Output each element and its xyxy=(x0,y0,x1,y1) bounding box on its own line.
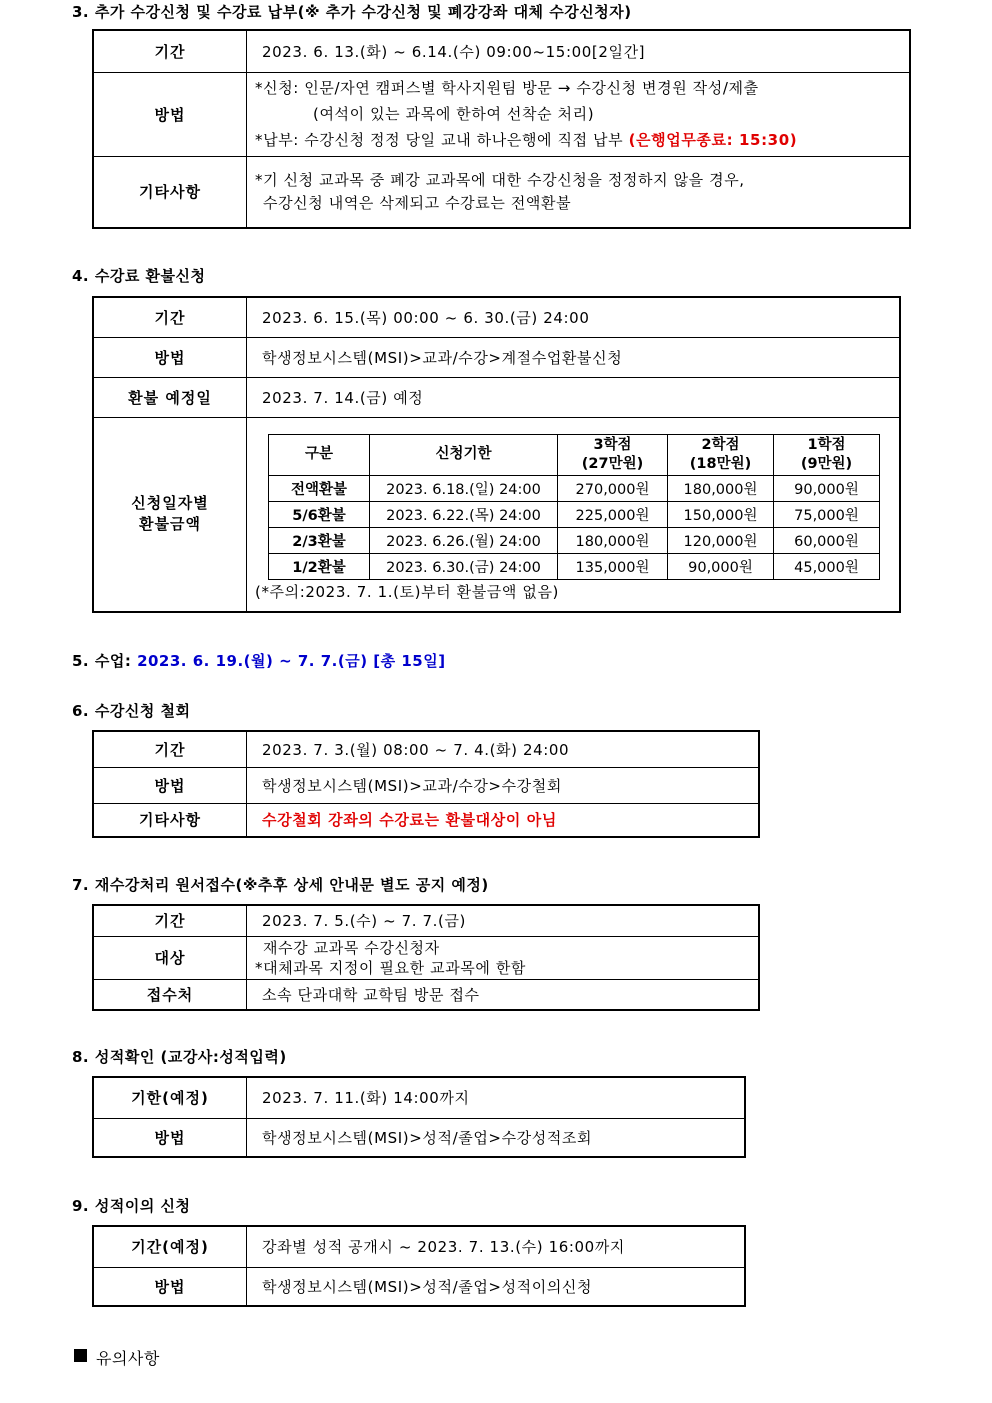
table-cell: 90,000원 xyxy=(668,553,774,579)
section-7-table xyxy=(92,904,760,1011)
class-period: 2023. 6. 19.(월) ~ 7. 7.(금) [총 15일] xyxy=(137,652,446,670)
refund-date-label: 환불 예정일 xyxy=(93,377,247,417)
method-line: (여석이 있는 과목에 한하여 선착순 처리) xyxy=(313,105,595,123)
refund-schedule-cell xyxy=(247,417,901,612)
refund-note: (*주의:2023. 7. 1.(토)부터 환불금액 없음) xyxy=(255,582,559,601)
section-4-title: 4. 수강료 환불신청 xyxy=(72,267,206,285)
etc-line: *기 신청 교과목 중 폐강 교과목에 대한 수강신청을 정정하지 않을 경우, xyxy=(255,170,745,189)
etc-value xyxy=(247,156,911,228)
target-line: *대체과목 지정이 필요한 교과목에 한함 xyxy=(255,958,527,977)
section-9-title: 9. 성적이의 신청 xyxy=(72,1197,191,1215)
method-value xyxy=(247,72,911,156)
table-cell: 270,000원 xyxy=(558,475,668,501)
row-label: 기간 xyxy=(93,30,247,72)
table-cell: 2023. 6.30.(금) 24:00 xyxy=(370,553,558,579)
notes-heading: 유의사항 xyxy=(96,1349,160,1368)
table-cell: 60,000원 xyxy=(774,527,880,553)
period-value: 2023. 7. 11.(화) 14:00까지 xyxy=(247,1077,746,1118)
table-cell: 180,000원 xyxy=(668,475,774,501)
etc-line: 수강신청 내역은 삭제되고 수강료는 전액환불 xyxy=(263,193,572,212)
square-bullet-icon xyxy=(74,1349,87,1362)
section-6-table xyxy=(92,730,760,838)
table-row xyxy=(269,501,880,527)
section-7-title: 7. 재수강처리 원서접수(※추후 상세 안내문 별도 공지 예정) xyxy=(72,876,489,894)
table-cell: 75,000원 xyxy=(774,501,880,527)
table-cell: 1/2환불 xyxy=(269,553,370,579)
method-value: 학생정보시스템(MSI)>교과/수강>계절수업환불신청 xyxy=(247,337,901,377)
table-cell: 180,000원 xyxy=(558,527,668,553)
header-cell: 구분 xyxy=(269,434,370,475)
table-row xyxy=(269,553,880,579)
table-header-row xyxy=(269,434,880,475)
method-label: 방법 xyxy=(93,767,247,803)
place-value: 소속 단과대학 교학팀 방문 접수 xyxy=(247,979,760,1010)
section-9-table xyxy=(92,1225,746,1307)
etc-label: 기타사항 xyxy=(93,803,247,837)
table-cell: 45,000원 xyxy=(774,553,880,579)
table-cell: 150,000원 xyxy=(668,501,774,527)
method-label: 방법 xyxy=(93,337,247,377)
payment-line xyxy=(255,127,909,153)
target-label: 대상 xyxy=(93,936,247,979)
section-6-title: 6. 수강신청 철회 xyxy=(72,702,191,720)
row-label: 방법 xyxy=(93,72,247,156)
table-cell: 135,000원 xyxy=(558,553,668,579)
method-line: *신청: 인문/자연 캠퍼스별 학사지원팀 방문 → 수강신청 변경원 작성/제출 xyxy=(255,79,759,97)
refund-schedule-table xyxy=(268,434,880,580)
refund-amount-label-line: 환불금액 xyxy=(139,515,201,534)
header-cell: 2학점 (18만원) xyxy=(668,434,774,475)
section-3-table xyxy=(92,29,911,229)
method-label: 방법 xyxy=(93,1267,247,1306)
refund-amount-label xyxy=(93,417,247,612)
table-row xyxy=(269,475,880,501)
method-value: 학생정보시스템(MSI)>성적/졸업>성적이의신청 xyxy=(247,1267,746,1306)
table-row xyxy=(269,527,880,553)
section-4-table xyxy=(92,296,901,613)
table-cell: 2023. 6.26.(월) 24:00 xyxy=(370,527,558,553)
table-cell: 90,000원 xyxy=(774,475,880,501)
header-cell: 1학점 (9만원) xyxy=(774,434,880,475)
table-cell: 2023. 6.18.(일) 24:00 xyxy=(370,475,558,501)
table-cell: 전액환불 xyxy=(269,475,370,501)
place-label: 접수처 xyxy=(93,979,247,1010)
row-label: 기타사항 xyxy=(93,156,247,228)
section-3-title: 3. 추가 수강신청 및 수강료 납부(※ 추가 수강신청 및 폐강강좌 대체 수강신청자) xyxy=(72,3,632,21)
payment-text: *납부: 수강신청 정정 당일 교내 하나은행에 직접 납부 xyxy=(255,131,629,149)
target-value xyxy=(247,936,760,979)
section-5-title xyxy=(72,650,446,671)
withdrawal-note: 수강철회 강좌의 수강료는 환불대상이 아님 xyxy=(247,803,760,837)
period-label: 기간(예정) xyxy=(93,1226,247,1267)
period-label: 기한(예정) xyxy=(93,1077,247,1118)
period-label: 기간 xyxy=(93,731,247,767)
header-cell: 신청기한 xyxy=(370,434,558,475)
period-value: 2023. 6. 13.(화) ~ 6.14.(수) 09:00~15:00[2일간] xyxy=(247,30,911,72)
period-label: 기간 xyxy=(93,297,247,337)
period-value: 2023. 7. 3.(월) 08:00 ~ 7. 4.(화) 24:00 xyxy=(247,731,760,767)
period-value: 2023. 7. 5.(수) ~ 7. 7.(금) xyxy=(247,905,760,936)
refund-amount-label-line: 신청일자별 xyxy=(131,494,209,513)
method-value: 학생정보시스템(MSI)>교과/수강>수강철회 xyxy=(247,767,760,803)
table-cell: 2/3환불 xyxy=(269,527,370,553)
refund-date-value: 2023. 7. 14.(금) 예정 xyxy=(247,377,901,417)
section-8-table xyxy=(92,1076,746,1158)
method-value: 학생정보시스템(MSI)>성적/졸업>수강성적조회 xyxy=(247,1118,746,1157)
table-cell: 2023. 6.22.(목) 24:00 xyxy=(370,501,558,527)
bank-hours-note: (은행업무종료: 15:30) xyxy=(628,131,798,149)
header-cell: 3학점 (27만원) xyxy=(558,434,668,475)
table-cell: 5/6환불 xyxy=(269,501,370,527)
target-line: 재수강 교과목 수강신청자 xyxy=(263,938,440,957)
table-cell: 120,000원 xyxy=(668,527,774,553)
period-value: 강좌별 성적 공개시 ~ 2023. 7. 13.(수) 16:00까지 xyxy=(247,1226,746,1267)
period-label: 기간 xyxy=(93,905,247,936)
table-cell: 225,000원 xyxy=(558,501,668,527)
section-5-prefix: 5. 수업: xyxy=(72,652,138,670)
period-value: 2023. 6. 15.(목) 00:00 ~ 6. 30.(금) 24:00 xyxy=(247,297,901,337)
section-8-title: 8. 성적확인 (교강사:성적입력) xyxy=(72,1048,287,1066)
method-label: 방법 xyxy=(93,1118,247,1157)
